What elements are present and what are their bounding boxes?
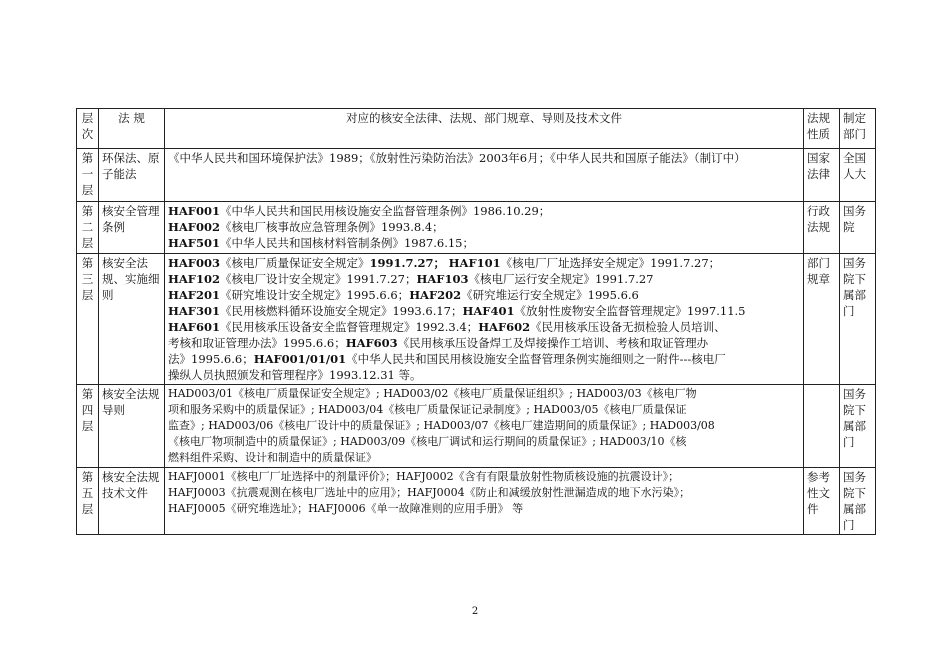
documents-cell: 《中华人民共和国环境保护法》1989；《放射性污染防治法》2003年6月；《中华人民共和国原子能法》（制订中） [165,149,804,202]
document-line: HAF601《民用核承压设备安全监督管理规定》1992.3.4；HAF602《民用核承压设备无损检验人员培训、 [168,320,726,334]
nature-cell: 参考性文件 [804,468,840,535]
documents-cell [165,385,804,468]
regulation-cell: 核安全法规技术文件 [99,468,165,535]
document-line: 项和服务采购中的质量保证》; HAD003/04《核电厂质量保证记录制度》; HAD003/05《核电厂质量保证 [168,403,687,416]
document-line: HAF002《核电厂核事故应急管理条例》1993.8.4； [168,220,444,234]
document-line: HAF201《研究堆设计安全规定》1995.6.6；HAF202《研究堆运行安全规定》1995.6.6 [168,288,639,302]
document-line: HAF501《中华人民共和国核材料管制条例》1987.6.15； [168,236,474,250]
document-line: HAD003/01《核电厂质量保证安全规定》; HAD003/02《核电厂质量保证组织》; HAD003/03《核电厂物 [168,387,697,400]
table-row [77,254,876,385]
department-cell: 国务院下属部门 [840,468,876,535]
documents-cell [165,468,804,535]
layer-cell: 第二层 [77,202,99,254]
header-nature: 法规性质 [804,109,840,149]
department-cell: 国务院下属部门 [840,254,876,385]
documents-cell [165,254,804,385]
documents-cell [165,202,804,254]
layer-cell: 第三层 [77,254,99,385]
nature-cell: 部门规章 [804,254,840,385]
document-line: 《核电厂物项制造中的质量保证》; HAD003/09《核电厂调试和运行期间的质量保证》; HAD003/10《核 [168,435,687,448]
table-row [77,149,876,202]
regulation-cell: 核安全法规导则 [99,385,165,468]
document-line: 法》1995.6.6；HAF001/01/01《中华人民共和国民用核设施安全监督管理条例实施细则之一附件---核电厂 [168,352,726,366]
document-line: HAFJ0001《核电厂厂址选择中的剂量评价》；HAFJ0002《含有有限量放射性物质核设施的抗震设计》； [168,470,680,483]
regulation-cell: 核安全管理条例 [99,202,165,254]
header-regulation: 法 规 [99,109,165,149]
table-row [77,202,876,254]
regulation-cell: 核安全法规、实施细则 [99,254,165,385]
document-line: HAFJ0003《抗震观测在核电厂选址中的应用》；HAFJ0004《防止和减缓放射性泄漏造成的地下水污染》； [168,486,691,499]
table-header-row [77,109,876,149]
document-line: HAF003《核电厂质量保证安全规定》1991.7.27； HAF101《核电厂厂址选择安全规定》1991.7.27； [168,256,721,270]
nature-cell: 行政法规 [804,202,840,254]
department-cell: 国务院 [840,202,876,254]
layer-cell: 第四层 [77,385,99,468]
nature-cell [804,385,840,468]
document-line: HAFJ0005《研究堆选址》；HAFJ0006《单一故障准则的应用手册》 等 [168,502,524,515]
document-line: HAF001《中华人民共和国民用核设施安全监督管理条例》1986.10.29； [168,204,551,218]
header-department: 制定部门 [840,109,876,149]
document-line: 燃料组件采购、设计和制造中的质量保证》 [168,451,377,464]
department-cell: 全国人大 [840,149,876,202]
table-row [77,385,876,468]
layer-cell: 第一层 [77,149,99,202]
nature-cell: 国家法律 [804,149,840,202]
document-line: HAF301《民用核燃料循环设施安全规定》1993.6.17；HAF401《放射性废物安全监督管理规定》1997.11.5 [168,304,746,318]
document-line: 监查》; HAD003/06《核电厂设计中的质量保证》; HAD003/07《核电厂建造期间的质量保证》; HAD003/08 [168,419,715,432]
regulation-table [76,108,876,535]
table-row [77,468,876,535]
document-line: 考核和取证管理办法》1995.6.6；HAF603《民用核承压设备焊工及焊接操作工培训、考核和取证管理办 [168,336,709,350]
document-line: HAF102《核电厂设计安全规定》1991.7.27；HAF103《核电厂运行安全规定》1991.7.27 [168,272,654,286]
regulation-cell: 环保法、原子能法 [99,149,165,202]
document-line: 操纵人员执照颁发和管理程序》1993.12.31 等。 [168,368,422,382]
layer-cell: 第五层 [77,468,99,535]
header-layer: 层次 [77,109,99,149]
page-number: 2 [471,606,479,617]
department-cell: 国务院下属部门 [840,385,876,468]
header-documents: 对应的核安全法律、法规、部门规章、导则及技术文件 [165,109,804,149]
